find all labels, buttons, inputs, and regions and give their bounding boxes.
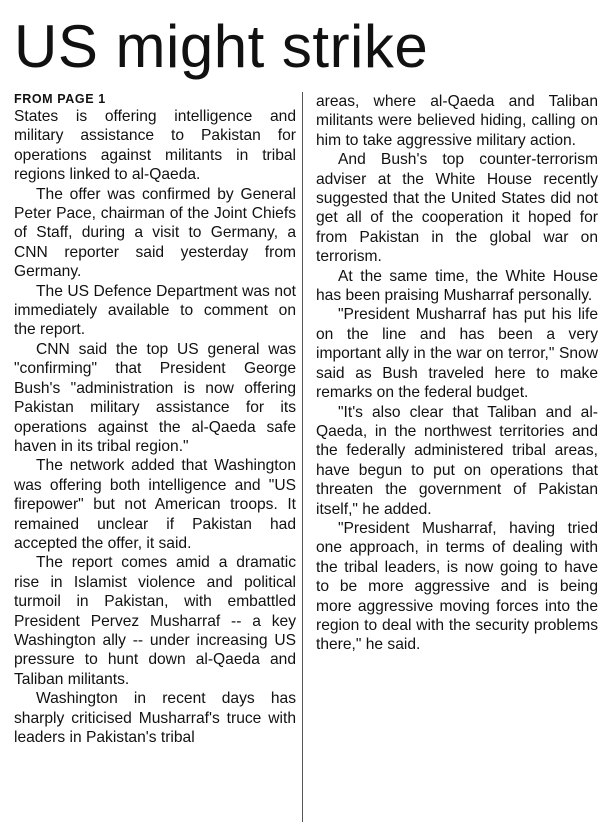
- paragraph: CNN said the top US general was "confirming" that President George Bush's "administration is now offering Pakistan military assistance for its operations against the al-Qaeda safe haven in its tribal region.": [14, 340, 296, 455]
- column-divider: [302, 92, 303, 822]
- paragraph: Washington in recent days has sharply criticised Musharraf's truce with leaders in Pakistan's tribal: [14, 690, 296, 746]
- paragraph: The network added that Washington was offering both intelligence and "US firepower" but not American troops. It remained unclear if Pakistan had accepted the offer, it said.: [14, 457, 296, 552]
- paragraph: And Bush's top counter-terrorism adviser at the White House recently suggested that the United States did not get all of the cooperation it hoped for from Pakistan in the global war on terrorism.: [316, 151, 598, 266]
- paragraph: "It's also clear that Taliban and al-Qaeda, in the northwest territories and the federally administered tribal areas, have begun to put on operations that threaten the government of Pakistan itself," he added.: [316, 403, 598, 518]
- paragraph: "President Musharraf has put his life on the line and has been a very important ally in the war on terror," Snow said as Bush traveled here to make remarks on the federal budget.: [316, 306, 598, 402]
- article-column-right: [316, 92, 598, 655]
- article-column-left: [14, 92, 296, 747]
- paragraph: States is offering intelligence and military assistance to Pakistan for operations against militants in tribal regions linked to al-Qaeda.: [14, 108, 296, 184]
- paragraph: "President Musharraf, having tried one approach, in terms of dealing with the tribal leaders, is now going to have to be more aggressive and is being more aggressive moving forces into the region to deal with the security problems there," he said.: [316, 519, 598, 654]
- kicker: FROM PAGE 1: [14, 92, 106, 106]
- paragraph: At the same time, the White House has been praising Musharraf personally.: [316, 267, 598, 305]
- paragraph: The US Defence Department was not immediately available to comment on the report.: [14, 282, 296, 339]
- paragraph: areas, where al-Qaeda and Taliban militants were believed hiding, calling on him to take aggressive military action.: [316, 93, 598, 149]
- paragraph: The offer was confirmed by General Peter Pace, chairman of the Joint Chiefs of Staff, during a visit to Germany, a CNN reporter said yesterday from Germany.: [14, 185, 296, 281]
- paragraph: The report comes amid a dramatic rise in Islamist violence and political turmoil in Pakistan, with embattled President Pervez Musharraf -- a key Washington ally -- under increasing US pressure to hunt down al-Qaeda and Taliban militants.: [14, 554, 296, 688]
- headline: US might strike: [14, 13, 429, 80]
